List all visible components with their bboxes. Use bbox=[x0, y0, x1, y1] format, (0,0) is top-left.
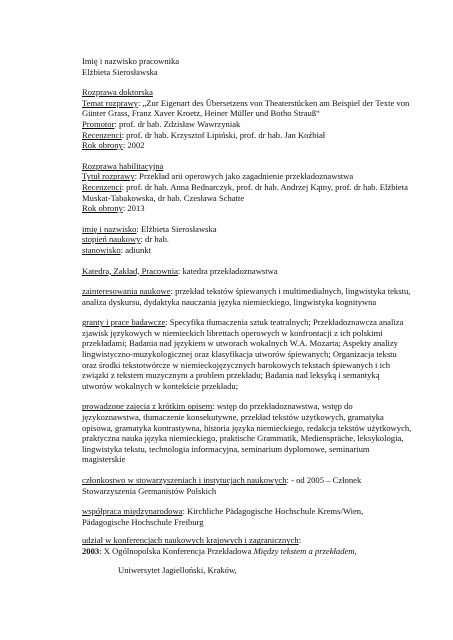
conference-title: Między tekstem a przekładem bbox=[253, 545, 355, 556]
habilitation-section bbox=[82, 161, 412, 214]
unit-line bbox=[82, 266, 412, 277]
doctorate-year-label: Rok obrony bbox=[82, 140, 123, 151]
doctorate-section bbox=[82, 87, 412, 151]
doctorate-promoter-label: Promotor bbox=[82, 118, 115, 129]
conferences-label: udział w konferencjach naukowych krajowych i zagranicznych bbox=[82, 535, 299, 546]
doctorate-promoter: : prof. dr hab. Zdzisław Wawrzyniak bbox=[114, 118, 241, 129]
employee-name-label: Imię i nazwisko pracownika bbox=[82, 56, 180, 66]
interests-value: : przekład tekstów śpiewanych i multimedialnych, lingwistyka tekstu, analiza dyskursu, dydaktyka nauczania języka niemieckiego, lingwistyka kognitywna bbox=[82, 286, 411, 307]
conference-year: 2003 bbox=[82, 545, 100, 556]
conference-place: Uniwersytet Jagielloński, Kraków, bbox=[118, 564, 237, 575]
membership-paragraph bbox=[82, 475, 412, 496]
person-position: : adiunkt bbox=[120, 244, 151, 255]
doctorate-reviewers: : prof. dr hab. Krzysztof Lipiński, prof. dr hab. Jan Koźbiał bbox=[121, 129, 326, 140]
habilitation-heading: Rozprawa habilitacyjna bbox=[82, 160, 164, 171]
cooperation-paragraph bbox=[82, 506, 412, 527]
doctorate-reviewers-label: Recenzenci bbox=[82, 129, 122, 140]
person-position-label: stanowisko bbox=[82, 244, 121, 255]
person-degree: : dr hab. bbox=[140, 234, 169, 245]
habilitation-year-label: Rok obrony bbox=[82, 203, 123, 214]
grants-paragraph bbox=[82, 317, 412, 391]
unit-label: Katedra, Zakład, Pracownia bbox=[82, 265, 178, 276]
document-page bbox=[82, 56, 412, 575]
grants-value: : Specyfika tłumaczenia sztuk teatralnych; Przekładoznawcza analiza zjawisk językowych w niemieckich librettach operowych w konfrontacji z ich polskimi przekładami; Badania nad językiem w utworach wokalnych W.A. Mozarta; Aspekty analizy lingwistyczno-muzykologicznej oraz klasyfikacja utworów śpiewanych; Organizacja tekstu oraz środki tekstotwórcze w niemieckojęzycznych barokowych tekstach śpiewanych i ich związki z tekstem muzycznym a problem przekładu; Badania nad leksyką i semantyką utworów wokalnych w kontekście przekładu; bbox=[82, 317, 404, 391]
membership-label: członkostwo w stowarzyszeniach i instytucjach naukowych bbox=[82, 475, 287, 485]
doctorate-topic: : „Zur Eigenart des Übersetzens von Theaterstücken am Beispiel der Texte von Günter Grass, Franz Xaver Kroetz, Heiner Müller und Botho Strauß“ bbox=[82, 97, 410, 119]
habilitation-title-label: Tytuł rozprawy bbox=[82, 171, 135, 182]
courses-paragraph bbox=[82, 401, 412, 465]
employee-name: Elżbieta Sierosławska bbox=[82, 66, 158, 77]
person-degree-label: stopień naukowy bbox=[82, 234, 141, 245]
conferences-section bbox=[82, 535, 412, 575]
habilitation-title: : Przekład arii operowych jako zagadnienie przekładoznawstwa bbox=[134, 171, 354, 182]
doctorate-heading: Rozprawa doktorska bbox=[82, 87, 153, 98]
person-name: : Elżbieta Sierosławska bbox=[136, 223, 217, 234]
unit-value: : katedra przekładoznawstwa bbox=[177, 265, 278, 276]
habilitation-year: : 2013 bbox=[122, 203, 145, 214]
doctorate-year: : 2002 bbox=[122, 140, 145, 151]
interests-label: zainteresowania naukowe bbox=[82, 286, 171, 297]
interests-paragraph bbox=[82, 286, 412, 307]
membership-value: : - od 2005 – Członek Stowarzyszenia Germanistów Polskich bbox=[82, 475, 362, 496]
habilitation-reviewers: : prof. dr hab. Anna Bednarczyk, prof. dr hab. Andrzej Kątny, prof. dr hab. Elżbieta Muskat-Tabakowska, dr hab. Czesława Schatte bbox=[82, 181, 408, 203]
habilitation-reviewers-label: Recenzenci bbox=[82, 181, 122, 192]
cooperation-value: : Kirchliche Pädagogische Hochschule Krems/Wien, Pädagogische Hochschule Freiburg bbox=[82, 506, 364, 527]
doctorate-topic-label: Temat rozprawy bbox=[82, 97, 138, 108]
conference-entry-text: : X Ogólnopolska Konferencja Przekładowa bbox=[99, 545, 254, 556]
conference-entry-end: , bbox=[354, 545, 357, 556]
cooperation-label: współpraca międzynarodowa bbox=[82, 506, 183, 517]
person-name-label: imię i nazwisko bbox=[82, 223, 137, 234]
grants-label: granty i prace badawcze bbox=[82, 317, 166, 328]
conference-entry bbox=[82, 546, 412, 557]
courses-label: prowadzone zajęcia z krótkim opisem bbox=[82, 401, 213, 412]
courses-value: : wstęp do przekładoznawstwa, wstęp do językoznawstwa, tłumaczenie konsekutywne, przekład tekstów użytkowych, gramatyka opisowa, gramatyka kontrastywna, historia języka niemieckiego, redakcja tekstów użytkowych, praktyczna nauka języka niemieckiego, praktische Grammatik, Medienspräche, leksykologia, lingwistyka tekstu, technologia informacyjna, seminarium dyplomowe, seminarium magisterskie bbox=[82, 401, 412, 465]
person-section bbox=[82, 224, 412, 256]
conferences-colon: : bbox=[298, 535, 302, 546]
